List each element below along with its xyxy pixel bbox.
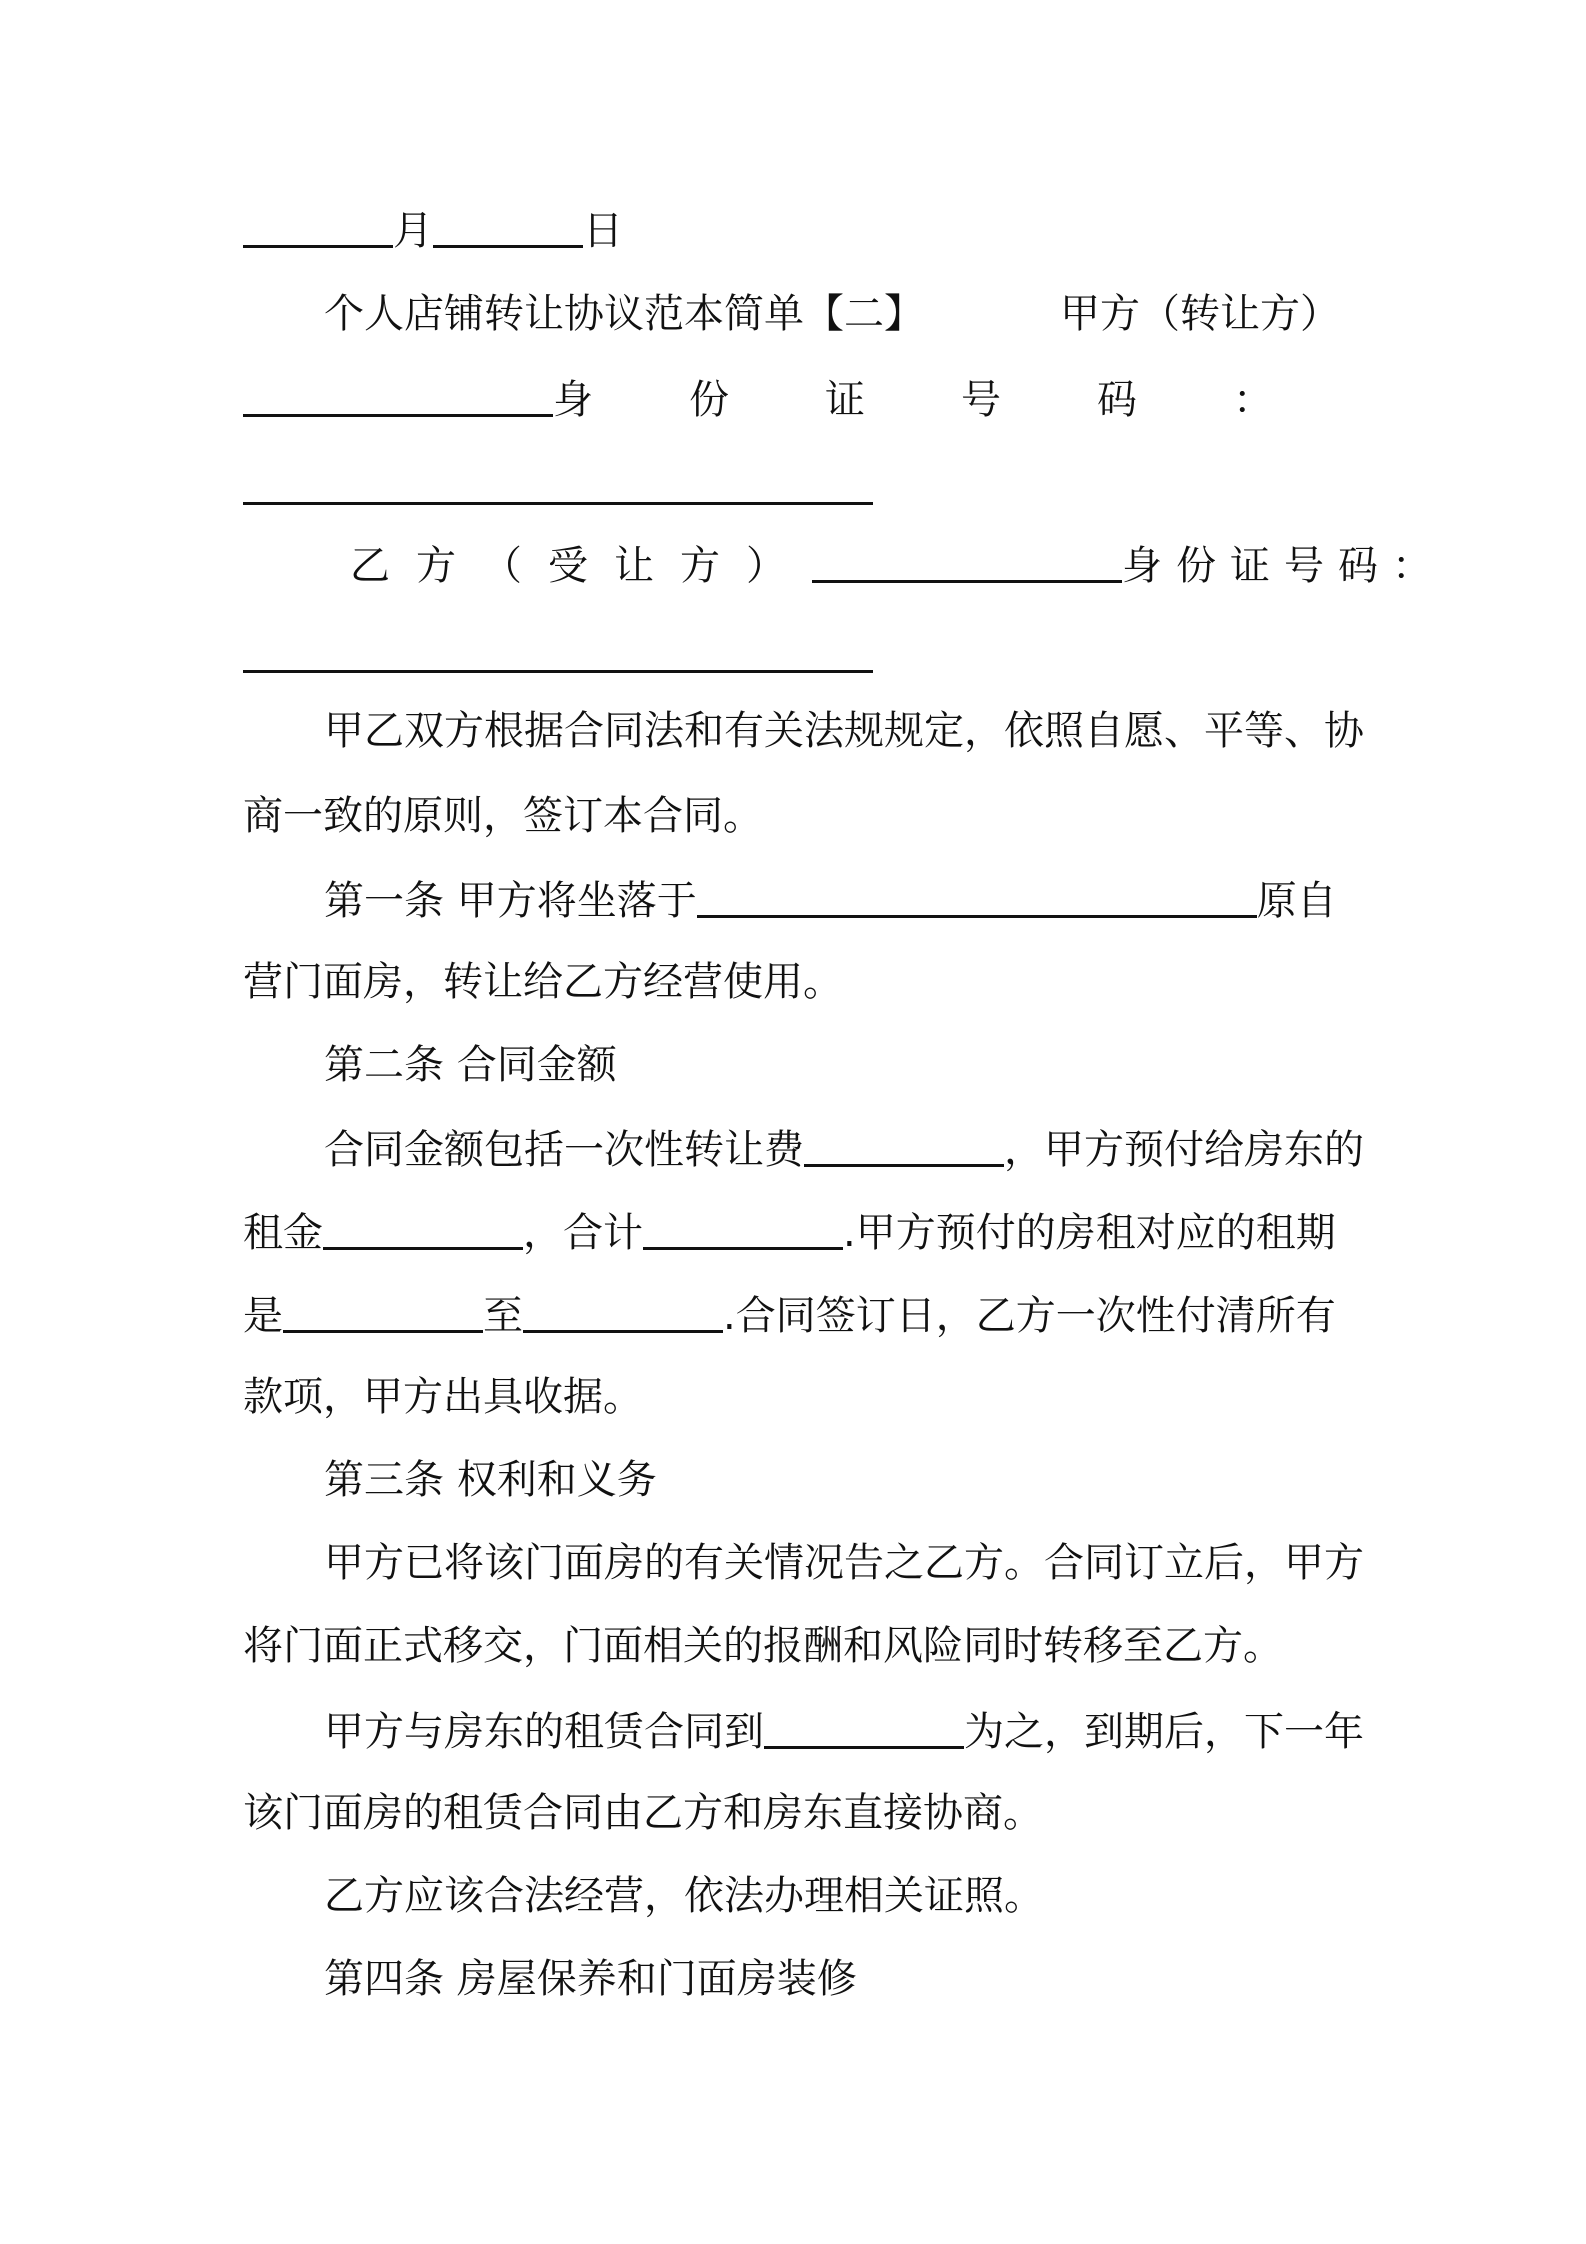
transfer-fee-blank — [804, 1128, 1004, 1167]
lease-end-blank — [764, 1710, 964, 1749]
art2-l2-c: .甲方预付的房租对应的租期 — [843, 1210, 1336, 1256]
party-b-line — [350, 540, 1446, 590]
period-start-blank — [283, 1294, 483, 1333]
total-blank — [643, 1211, 843, 1250]
party-a-id-line — [243, 374, 1369, 424]
art3-p2-b: 为之，到期后，下一年 — [964, 1709, 1364, 1755]
art2-l1-a: 合同金额包括一次性转让费 — [324, 1127, 804, 1173]
party-a-id-blank — [243, 466, 873, 505]
party-b-id-blank-line — [243, 630, 873, 680]
art3-p3: 乙方应该合法经营，依法办理相关证照。 — [324, 1873, 1044, 1919]
party-b-id-blank — [243, 634, 873, 673]
art2-l2-a: 租金 — [243, 1210, 323, 1256]
p1-line2: 商一致的原则，签订本合同。 — [243, 793, 763, 839]
art2-line3 — [243, 1290, 1336, 1340]
art1-line2: 营门面房，转让给乙方经营使用。 — [243, 959, 843, 1005]
art2-line2 — [243, 1207, 1336, 1257]
art2-title: 第二条 合同金额 — [324, 1042, 617, 1088]
art2-l1-b: ，甲方预付给房东的 — [1004, 1127, 1364, 1173]
art3-p1-line2: 将门面正式移交，门面相关的报酬和风险同时转移至乙方。 — [243, 1623, 1283, 1669]
party-a-label: 甲方（转让方） — [1060, 291, 1340, 337]
party-b-label: 乙方（受让方） — [350, 543, 812, 589]
art2-l3-a: 是 — [243, 1293, 283, 1339]
art3-p2-line1 — [324, 1706, 1364, 1756]
party-a-name-blank — [243, 378, 553, 417]
party-a-id-blank-line — [243, 462, 873, 512]
art3-title: 第三条 权利和义务 — [324, 1457, 657, 1503]
party-b-id-label: 身份证号码： — [1122, 543, 1446, 589]
art2-line1 — [324, 1124, 1364, 1174]
day-label: 日 — [583, 208, 623, 254]
p1-line1: 甲乙双方根据合同法和有关法规规定，依照自愿、平等、协 — [324, 708, 1364, 754]
day-blank — [433, 209, 583, 248]
party-a-id-label: 身份证号码： — [553, 377, 1369, 423]
art2-l3-b: 至 — [483, 1293, 523, 1339]
period-end-blank — [523, 1294, 723, 1333]
month-blank — [243, 209, 393, 248]
art3-p2-a: 甲方与房东的租赁合同到 — [324, 1709, 764, 1755]
art1-line1 — [324, 875, 1337, 925]
art2-l3-c: .合同签订日，乙方一次性付清所有 — [723, 1293, 1336, 1339]
art3-p1-line1: 甲方已将该门面房的有关情况告之乙方。合同订立后，甲方 — [324, 1540, 1364, 1586]
date-line — [243, 205, 623, 255]
art3-p2-line2: 该门面房的租赁合同由乙方和房东直接协商。 — [243, 1790, 1043, 1836]
art2-line4: 款项，甲方出具收据。 — [243, 1374, 643, 1420]
art4-title: 第四条 房屋保养和门面房装修 — [324, 1956, 857, 2002]
party-b-name-blank — [812, 544, 1122, 583]
document-title: 个人店铺转让协议范本简单【二】 — [324, 291, 924, 337]
art1-location-blank — [697, 879, 1257, 918]
month-label: 月 — [393, 208, 433, 254]
art1-suffix: 原自 — [1256, 878, 1337, 924]
art2-l2-b: ，合计 — [523, 1210, 643, 1256]
art1-prefix: 第一条 甲方将坐落于 — [324, 878, 697, 924]
rent-blank — [323, 1211, 523, 1250]
